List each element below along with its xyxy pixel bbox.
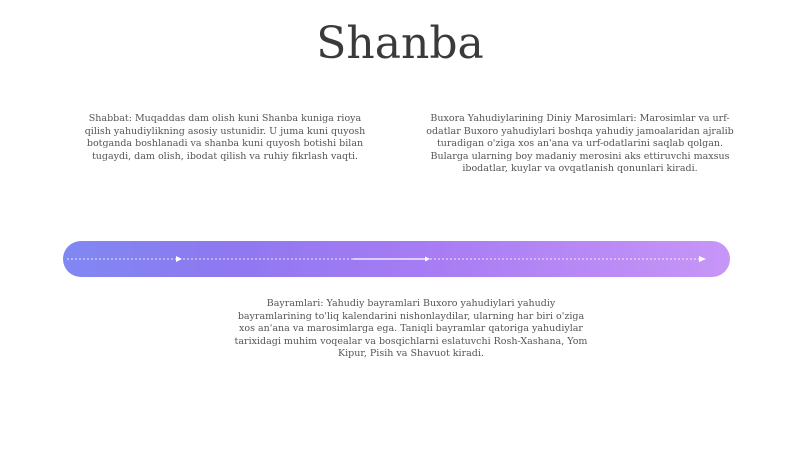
slide-title: Shanba: [316, 18, 484, 69]
timeline-arrow-end-icon: [699, 256, 706, 262]
bayramlar-text: Bayramlari: Yahudiy bayramlari Buxoro yahudiylari yahudiy bayramlarining to'liq kalendarini nishonlaydilar, ularning har biri o'ziga xos an'ana va marosimlarga ega. Taniqli bayramlar qatoriga yahudiylar tarixidagi muhim voqealar va bosqichlarni eslatuvchi Rosh-Xashana, Yom Kipur, Pisih va Shavuot kiradi.: [234, 298, 588, 359]
timeline-arrows: [63, 241, 730, 277]
timeline-bar: [63, 241, 730, 277]
shabbat-text: Shabbat: Muqaddas dam olish kuni Shanba kuniga rioya qilish yahudiylikning asosiy ustunidir. U juma kuni quyosh botganda boshlanadi va shanba kuni quyosh botishi bilan tugaydi, dam olish, ibodat qilish va ruhiy fikrlash vaqti.: [84, 113, 366, 162]
marosimlar-text: Buxora Yahudiylarining Diniy Marosimlari: Marosimlar va urf-odatlar Buxoro yahudiylari boshqa yahudiy jamoalaridan ajralib turadigan o'ziga xos an'ana va urf-odatlarini saqlab qolgan. Bularga ularning boy madaniy merosini aks ettiruvchi maxsus ibodatlar, kuylar va ovqatlanish qonunlari kiradi.: [426, 113, 734, 174]
timeline-arrow-1-icon: [176, 256, 182, 262]
